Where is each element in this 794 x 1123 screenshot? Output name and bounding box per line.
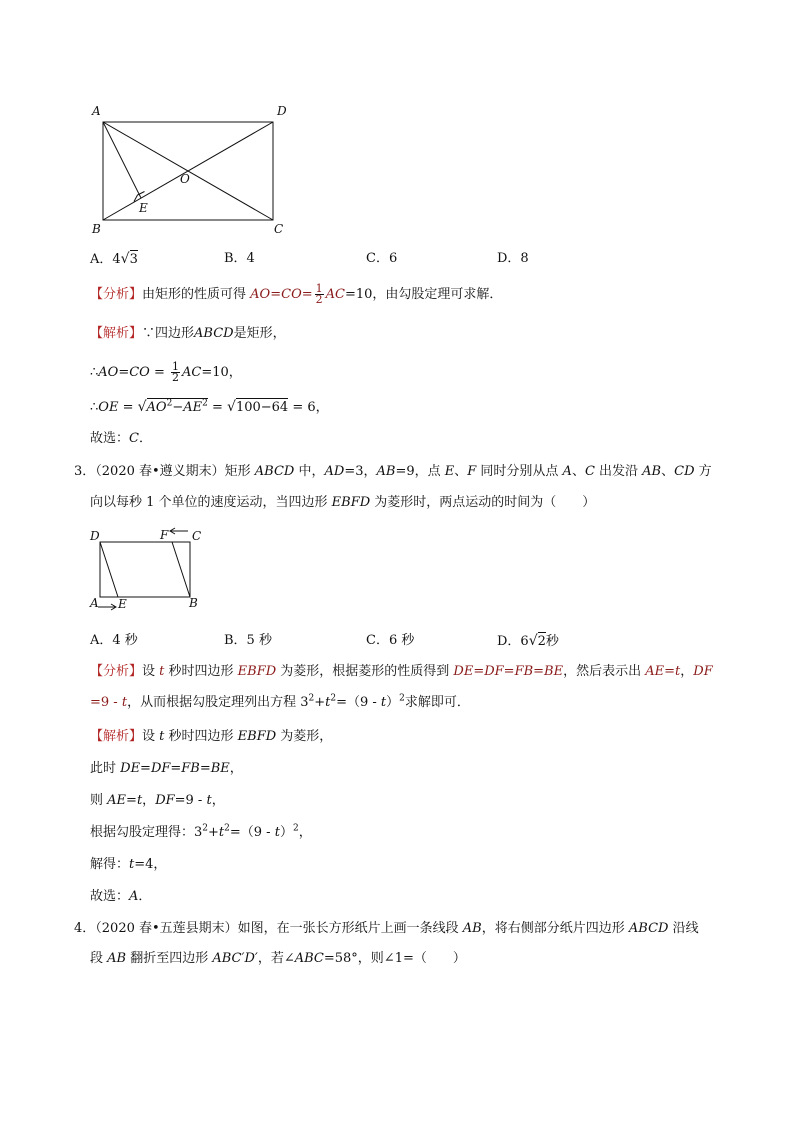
label-a: A	[92, 104, 101, 118]
q3-option-b: B．5 秒	[224, 633, 272, 648]
q4-stem-line1: 4．（2020 春•五莲县期末）如图，在一张长方形纸片上画一条线段 AB，将右侧部分纸片四边形 ABCD 沿线	[74, 921, 699, 936]
label-b: B	[92, 222, 101, 236]
q2-analysis: 【分析】由矩形的性质可得 AO=CO= $\frac{1}{2}$ AC=10，由勾股定理可求解．	[90, 282, 503, 306]
q3-solution-line6: 故选：A．	[90, 889, 152, 904]
label-a2: A	[90, 596, 99, 610]
solution-tag: 【解析】	[90, 326, 143, 341]
label-b2: B	[189, 596, 198, 610]
rectangle-abcd-2	[100, 542, 190, 597]
q2-solution-line2: ∴AO=CO = $\frac{1}{2}$ AC=10，	[90, 360, 242, 384]
q3-option-c: C．6 秒	[366, 633, 415, 648]
q2-option-d: D．8	[497, 251, 529, 266]
label-d: D	[277, 104, 287, 118]
q3-analysis-line1: 【分析】设 t 秒时四边形 EBFD 为菱形，根据菱形的性质得到 DE=DF=FB=BE，然后表示出 AE=t，DF	[90, 664, 713, 679]
q2-option-b: B．4	[224, 251, 255, 266]
q3-solution-line2: 此时 DE=DF=FB=BE，	[90, 761, 243, 776]
analysis-tag: 【分析】	[90, 287, 143, 302]
q3-analysis-line2: =9 - t，从而根据勾股定理列出方程 $3^2+t^2=(9 - t)^2$求解即可．	[90, 693, 470, 710]
q2-option-c: C．6	[366, 251, 398, 266]
segment-fb	[172, 542, 190, 597]
q4-stem-line2: 段 AB 翻折至四边形 ABC′D′，若∠ABC=58°，则∠1=（ ）	[90, 951, 466, 966]
q2-solution-line4: 故选：C．	[90, 431, 152, 446]
q3-stem-line2: 向以每秒 1 个单位的速度运动，当四边形 EBFD 为菱形时，两点运动的时间为（ ）	[90, 495, 596, 510]
q3-solution-line4: 根据勾股定理得：$3^2+t^2=(9 - t)^2$，	[90, 823, 312, 840]
label-d2: D	[90, 529, 100, 543]
q3-stem-line1: 3．（2020 春•遵义期末）矩形 ABCD 中，AD=3，AB=9，点 E、F 同时分别从点 A、C 出发沿 AB、CD 方	[74, 464, 712, 479]
q3-option-a: A．4 秒	[90, 633, 138, 648]
q2-option-a: A．4√3	[90, 251, 138, 267]
q3-solution-line1: 【解析】设 t 秒时四边形 EBFD 为菱形，	[90, 729, 333, 744]
label-o: O	[180, 172, 190, 186]
q3-solution-line5: 解得：t=4，	[90, 857, 167, 872]
label-c: C	[274, 222, 284, 236]
q3-solution-line3: 则 AE=t，DF=9 - t，	[90, 793, 225, 808]
label-f2: F	[160, 528, 169, 542]
q2-solution-line1: 【解析】∵四边形ABCD是矩形，	[90, 326, 286, 341]
label-e2: E	[118, 597, 127, 611]
q3-option-d: D．6√2秒	[497, 633, 559, 649]
q2-solution-line3: ∴OE = $√AO^2-AE^2 = √100-64 = 6$，	[90, 398, 329, 415]
label-c2: C	[192, 529, 202, 543]
label-e: E	[139, 201, 148, 215]
segment-de	[100, 542, 118, 597]
